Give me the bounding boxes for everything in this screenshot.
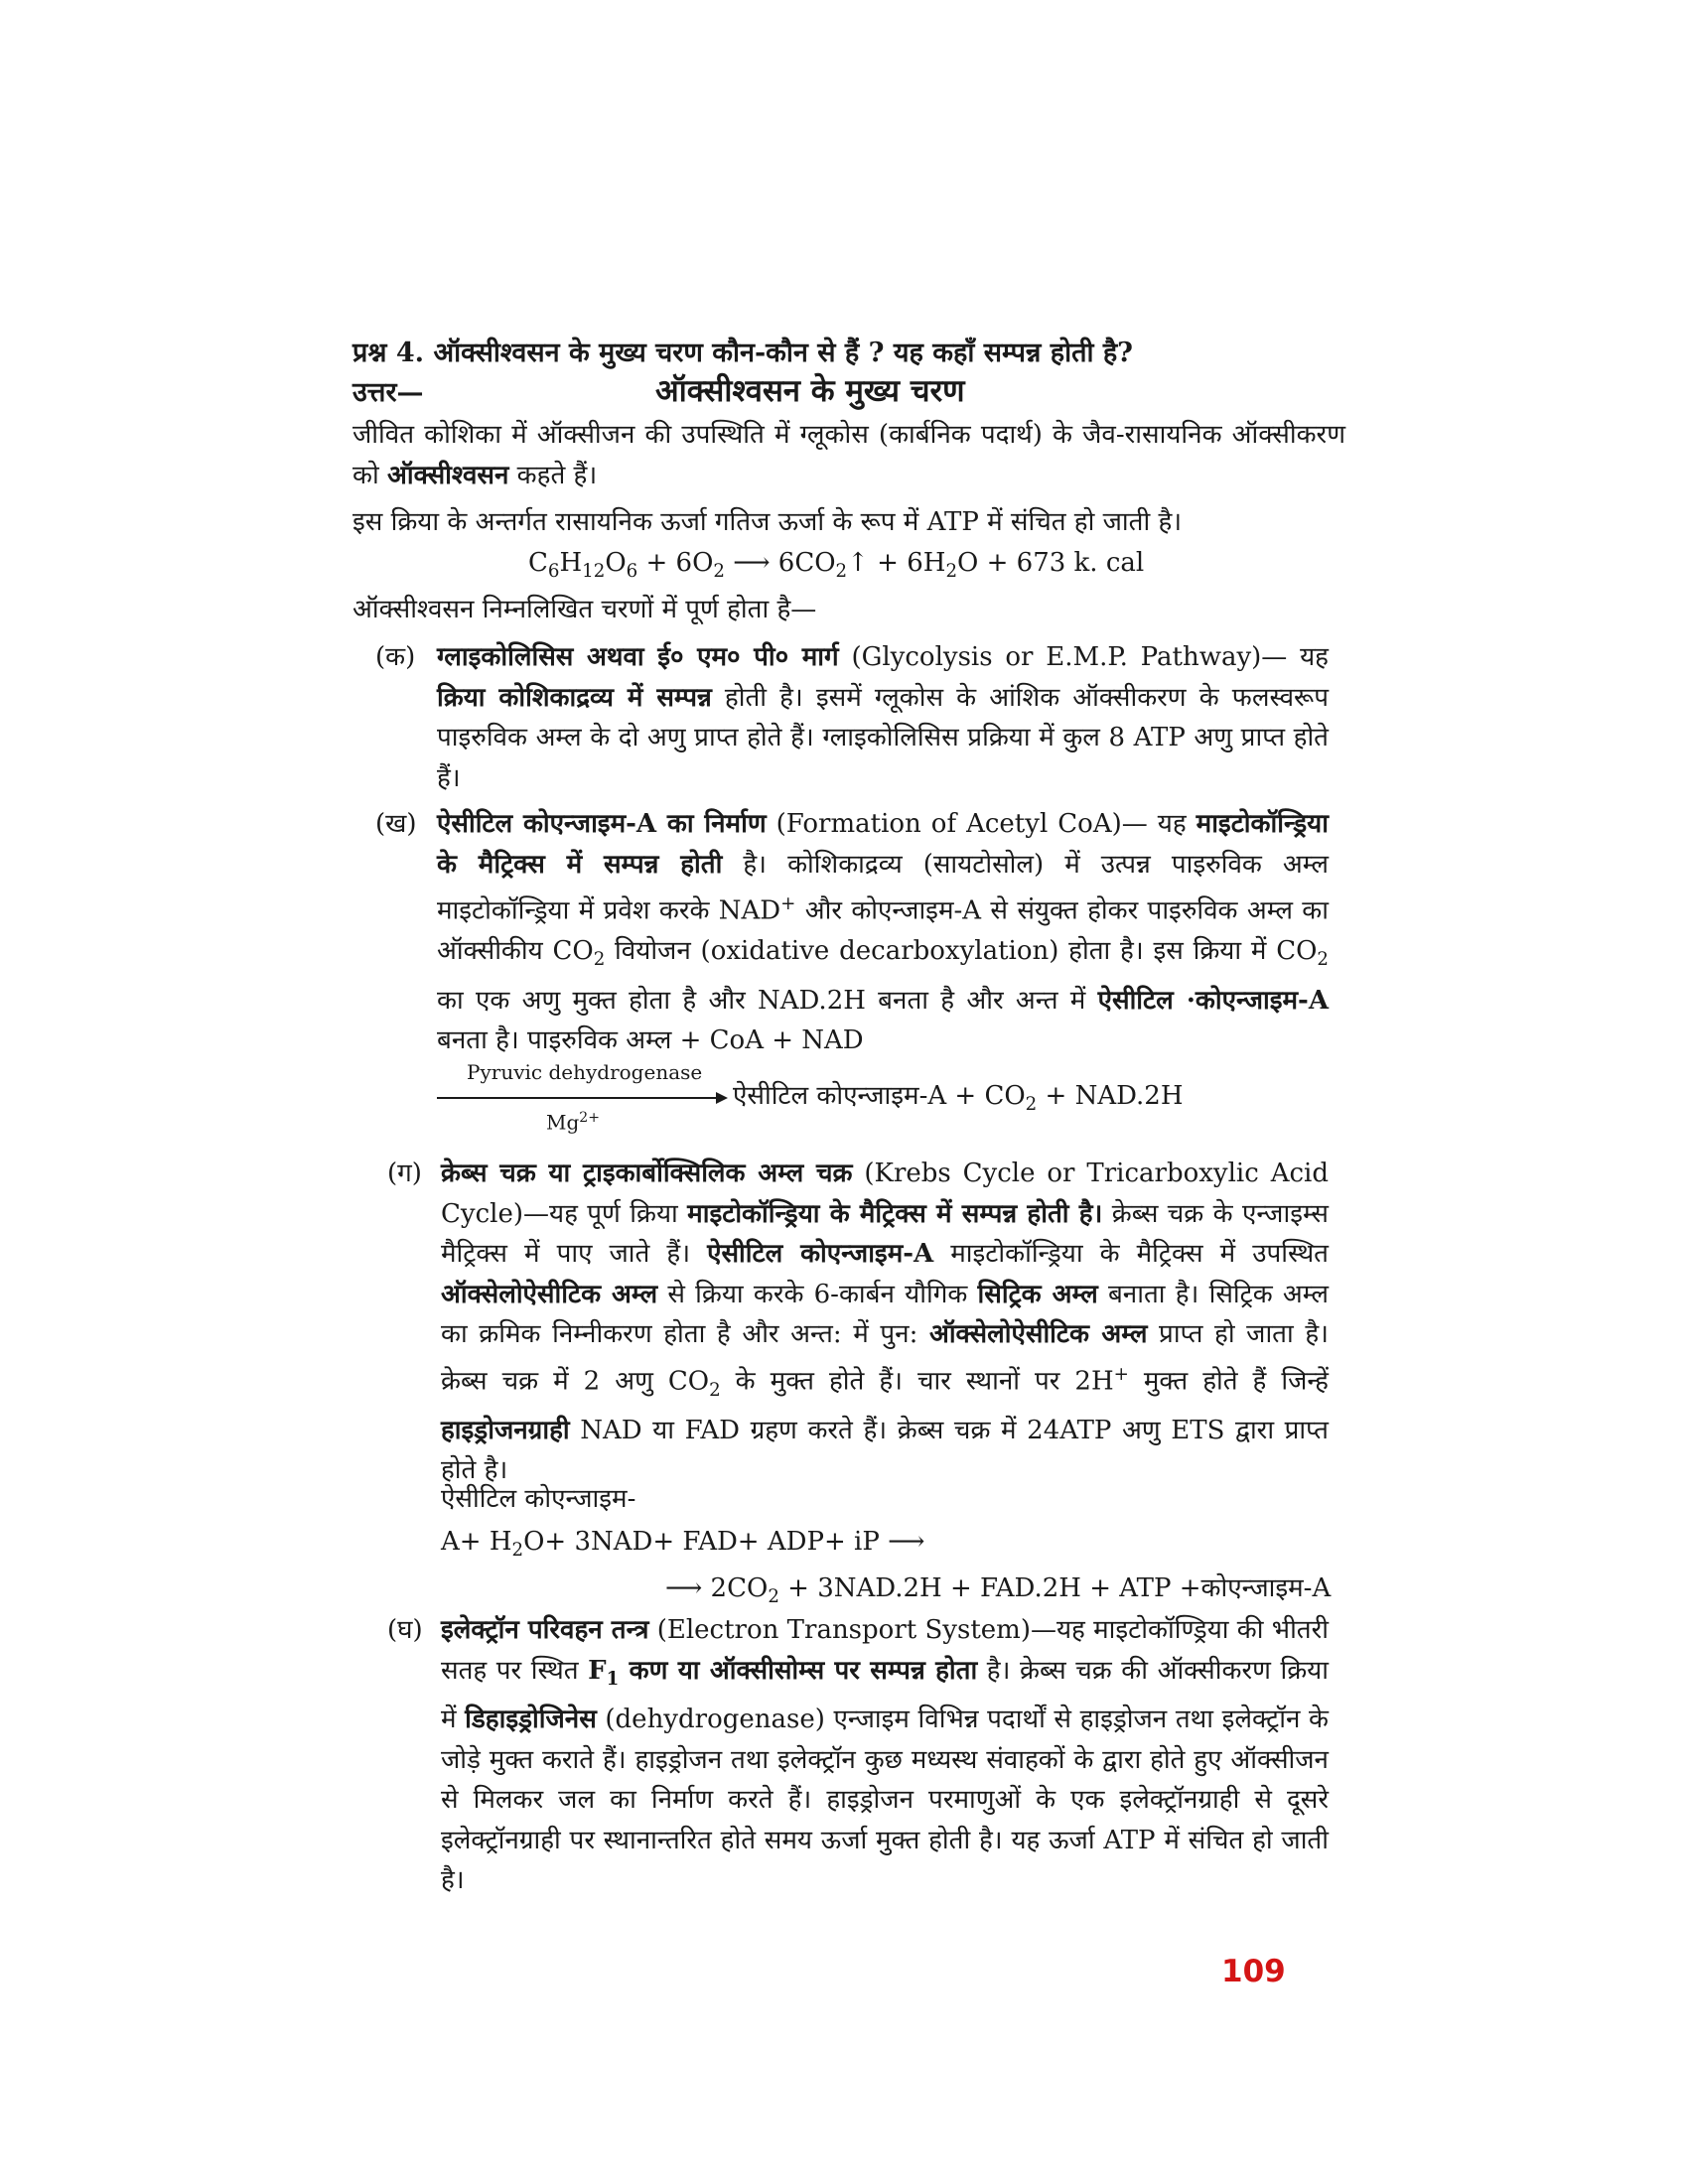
step-ga-text-4: बनाता है। सिट्रिक अम्ल का क्रमिक निम्नीकरण होता है और अन्त: में पुन: xyxy=(441,1279,1329,1349)
step-ka-bold: क्रिया कोशिकाद्रव्य में सम्पन्न xyxy=(437,682,712,713)
step-ka-english: (Glycolysis or E.M.P. Pathway)— यह xyxy=(838,642,1329,672)
step-ga-text-2: माइटोकॉन्ड्रिया के मैट्रिक्स में उपस्थित xyxy=(933,1239,1330,1269)
step-ka-label: (क) xyxy=(375,642,416,672)
step-gha-english: (Electron Transport System)—यह माइटोकॉण्ड्रिया की भीतरी सतह पर स्थित xyxy=(441,1615,1329,1686)
step-ga-paragraph: क्रेब्स चक्र या ट्राइकार्बोक्सिलिक अम्ल चक्र (Krebs Cycle or Tricarboxylic Acid Cycle)—यह पूर्ण क्रिया माइटोकॉन्ड्रिया के मैट्रिक्स में सम्पन्न होती है। क्रेब्स चक्र के एन्जाइम्स मैट्रिक्स में पाए जाते हैं। ऐसीटिल कोएन्जाइम-A माइटोकॉन्ड्रिया के मैट्रिक्स में उपस्थित ऑक्सेलोऐसीटिक अम्ल से क्रिया करके 6-कार्बन यौगिक सिट्रिक अम्ल बनाता है। सिट्रिक अम्ल का क्रमिक निम्नीकरण होता है और अन्त: में पुन: ऑक्सेलोऐसीटिक अम्ल प्राप्त हो जाता है। क्रेब्स चक्र में 2 अणु $CO_2$ के मुक्त होते हैं। चार स्थानों पर 2H+ मुक्त होते हैं जिन्हें हाइड्रोजनग्राही NAD या FAD ग्रहण करते हैं। क्रेब्स चक्र में 24ATP अणु ETS द्वारा प्राप्त होते है। xyxy=(441,1159,1330,1486)
product-text: ऐसीटिल कोएन्जाइम-A + CO xyxy=(733,1081,1026,1111)
step-ga-bold-7: हाइड्रोजनग्राही xyxy=(441,1415,570,1445)
step-ga-bold-5: सिट्रिक अम्ल xyxy=(977,1279,1098,1309)
step-gha-title: इलेक्ट्रॉन परिवहन तन्त्र xyxy=(441,1615,649,1645)
step-ga-text-3: से क्रिया करके 6-कार्बन यौगिक xyxy=(657,1279,978,1309)
reaction-product: ऐसीटिल कोएन्जाइम-A + $CO_2 + NAD.2H$ xyxy=(733,1081,1184,1116)
step-kha-text-5: बनता है। पाइरुविक अम्ल + CoA + NAD xyxy=(437,1025,864,1056)
step-ga-bold-6: ऑक्सेलोऐसीटिक अम्ल xyxy=(928,1319,1148,1349)
step-ga-label: (ग) xyxy=(387,1159,422,1188)
cofactor-charge: 2+ xyxy=(579,1110,600,1126)
krebs-equation-line-1: $A+ H_2O+ 3NAD+ FAD+ ADP+$ iP ⟶ xyxy=(441,1527,925,1562)
krebs-equation-label: ऐसीटिल कोएन्जाइम- xyxy=(441,1484,636,1514)
step-gha-bold-4: डिहाइड्रोजिनेस xyxy=(465,1705,597,1735)
step-ga-text-5: प्राप्त हो जाता है। क्रेब्स चक्र में 2 अणु CO xyxy=(441,1319,1330,1397)
step-gha-text-1: है। क्रेब्स चक्र की ऑक्सीकरण क्रिया में xyxy=(441,1655,1329,1735)
krebs-eq-2b: + 3NAD.2H + FAD.2H + ATP +कोएन्जाइम-A xyxy=(778,1573,1332,1603)
step-gha-label: (घ) xyxy=(387,1615,423,1645)
step-ga-text-6: के मुक्त होते हैं। चार स्थानों पर 2H xyxy=(720,1366,1114,1397)
page-number: 109 xyxy=(1221,1954,1286,1989)
step-ka-title: ग्लाइकोलिसिस अथवा ई० एम० पी० मार्ग xyxy=(437,642,839,672)
step-ga-bold: माइटोकॉन्ड्रिया के मैट्रिक्स में सम्पन्न होती है। xyxy=(687,1198,1103,1229)
step-kha-bold-2: ऐसीटिल ·कोएन्जाइम-A xyxy=(1097,985,1329,1016)
step-ga-bold-3: ऐसीटिल कोएन्जाइम-A xyxy=(707,1239,934,1269)
cofactor-text: Mg xyxy=(546,1110,580,1135)
intro-text-a: जीवित कोशिका में ऑक्सीजन की उपस्थिति में ग्लूकोस (कार्बनिक पदार्थ) के जैव-रासायनिक ऑक्सीकरण को xyxy=(352,420,1345,490)
step-ga-bold-4: ऑक्सेलोऐसीटिक अम्ल xyxy=(441,1279,658,1309)
step-kha-text-3: वियोजन (oxidative decarboxylation) होता है। इस क्रिया में CO xyxy=(605,936,1318,967)
krebs-equation-line-2: ⟶ $2CO_2 + 3NAD.2H + FAD.2H$ + ATP +कोएन्जाइम-A xyxy=(665,1573,1332,1608)
step-ga-english: (Krebs Cycle or Tricarboxylic Acid Cycle)—यह पूर्ण क्रिया xyxy=(441,1159,1329,1229)
intro-bold-term: ऑक्सीश्वसन xyxy=(386,460,509,490)
step-kha-paragraph: ऐसीटिल कोएन्जाइम-A का निर्माण (Formation of Acetyl CoA)— यह माइटोकॉन्ड्रिया के मैट्रिक्स में सम्पन्न होती है। कोशिकाद्रव्य (सायटोसोल) में उत्पन्न पाइरुविक अम्ल माइटोकॉन्ड्रिया में प्रवेश करके NAD+ और कोएन्जाइम-A से संयुक्त होकर पाइरुविक अम्ल का ऑक्सीकीय $CO_2$ वियोजन (oxidative decarboxylation) होता है। इस क्रिया में $CO_2$ का एक अणु मुक्त होता है और NAD.2H बनता है और अन्त में ऐसीटिल ·कोएन्जाइम-A बनता है। पाइरुविक अम्ल + CoA + NAD xyxy=(437,809,1329,1056)
step-kha-text-4: का एक अणु मुक्त होता है और NAD.2H बनता है और अन्त में xyxy=(437,985,1098,1016)
step-ga-text-7: मुक्त होते हैं जिन्हें xyxy=(1128,1366,1329,1397)
step-gha-bold-3: कण या ऑक्सीसोम्स पर सम्पन्न होता xyxy=(619,1655,978,1686)
intro-paragraph-2: इस क्रिया के अन्तर्गत रासायनिक ऊर्जा गतिज ऊर्जा के रूप में ATP में संचित हो जाती है। xyxy=(352,507,1183,537)
step-kha-english: (Formation of Acetyl CoA)— यह xyxy=(766,809,1196,839)
reaction-arrow-head xyxy=(716,1092,728,1104)
step-kha-text-2: और कोएन्जाइम-A से संयुक्त होकर पाइरुविक अम्ल का ऑक्सीकीय CO xyxy=(437,895,1329,967)
question-text: ऑक्सीश्वसन के मुख्य चरण कौन-कौन से हैं ? यह कहाँ सम्पन्न होती है? xyxy=(433,338,1134,368)
question-prefix: प्रश्न 4. xyxy=(352,338,425,368)
cofactor-label xyxy=(546,1110,600,1135)
f1-sub: 1 xyxy=(606,1668,620,1690)
f1-letter: F xyxy=(588,1655,607,1686)
krebs-eq-2a: 2CO xyxy=(710,1573,769,1603)
step-ga-text-8: NAD या FAD ग्रहण करते हैं। क्रेब्स चक्र में 24ATP अणु ETS द्वारा प्राप्त होते है। xyxy=(441,1415,1329,1486)
intro-paragraph-3: ऑक्सीश्वसन निम्नलिखित चरणों में पूर्ण होता है— xyxy=(352,595,817,624)
step-gha-f1 xyxy=(588,1655,620,1690)
step-kha-label: (ख) xyxy=(375,809,417,839)
step-gha-paragraph xyxy=(441,1610,1329,1901)
step-ga-title: क्रेब्स चक्र या ट्राइकार्बोक्सिलिक अम्ल चक्र xyxy=(441,1159,853,1188)
step-kha-text-1: है। कोशिकाद्रव्य (सायटोसोल) में उत्पन्न पाइरुविक अम्ल माइटोकॉन्ड्रिया में प्रवेश करके NAD xyxy=(437,849,1329,926)
section-heading: ऑक्सीश्वसन के मुख्य चरण xyxy=(655,373,965,409)
intro-paragraph xyxy=(352,415,1345,495)
krebs-eq-1a: A+ H xyxy=(441,1527,512,1557)
intro-text-b: कहते हैं। xyxy=(508,460,598,490)
step-kha-bold: माइटोकॉन्ड्रिया के मैट्रिक्स में सम्पन्न होती xyxy=(437,809,1329,880)
product-tail: + NAD.2H xyxy=(1037,1081,1184,1111)
step-ka-text: होती है। इसमें ग्लूकोस के आंशिक ऑक्सीकरण के फलस्वरूप पाइरुविक अम्ल के दो अणु प्राप्त होते हैं। ग्लाइकोलिसिस प्रक्रिया में कुल 8 ATP अणु प्राप्त होते हैं। xyxy=(437,682,1329,793)
question-line xyxy=(352,333,1345,369)
krebs-eq-1b: O+ 3NAD+ FAD+ ADP+ iP xyxy=(523,1527,880,1557)
enzyme-label: Pyruvic dehydrogenase xyxy=(467,1060,703,1084)
respiration-equation: $C_6H_{12}O_6 + 6O_2$ ⟶ $6CO_2↑ + 6H_2O + 673$ k. cal xyxy=(528,548,1145,583)
step-gha-text-2: (dehydrogenase) एन्जाइम विभिन्न पदार्थों से हाइड्रोजन तथा इलेक्ट्रॉन के जोड़े मुक्त कराते हैं। हाइड्रोजन तथा इलेक्ट्रॉन कुछ मध्यस्थ संवाहकों के द्वारा होते हुए ऑक्सीजन से मिलकर जल का निर्माण करते हैं। हाइड्रोजन परमाणुओं के एक इलेक्ट्रॉनग्राही से दूसरे इलेक्ट्रॉनग्राही पर स्थानान्तरित होते समय ऊर्जा मुक्त होती है। यह ऊर्जा ATP में संचित हो जाती है। xyxy=(441,1705,1329,1896)
answer-label: उत्तर— xyxy=(352,377,424,408)
reaction-arrow-line xyxy=(437,1097,718,1099)
step-ga-text-1: क्रेब्स चक्र के एन्जाइम्स मैट्रिक्स में पाए जाते हैं। xyxy=(441,1198,1329,1269)
step-kha-title: ऐसीटिल कोएन्जाइम-A का निर्माण xyxy=(437,809,767,839)
step-ka-paragraph xyxy=(437,637,1329,798)
